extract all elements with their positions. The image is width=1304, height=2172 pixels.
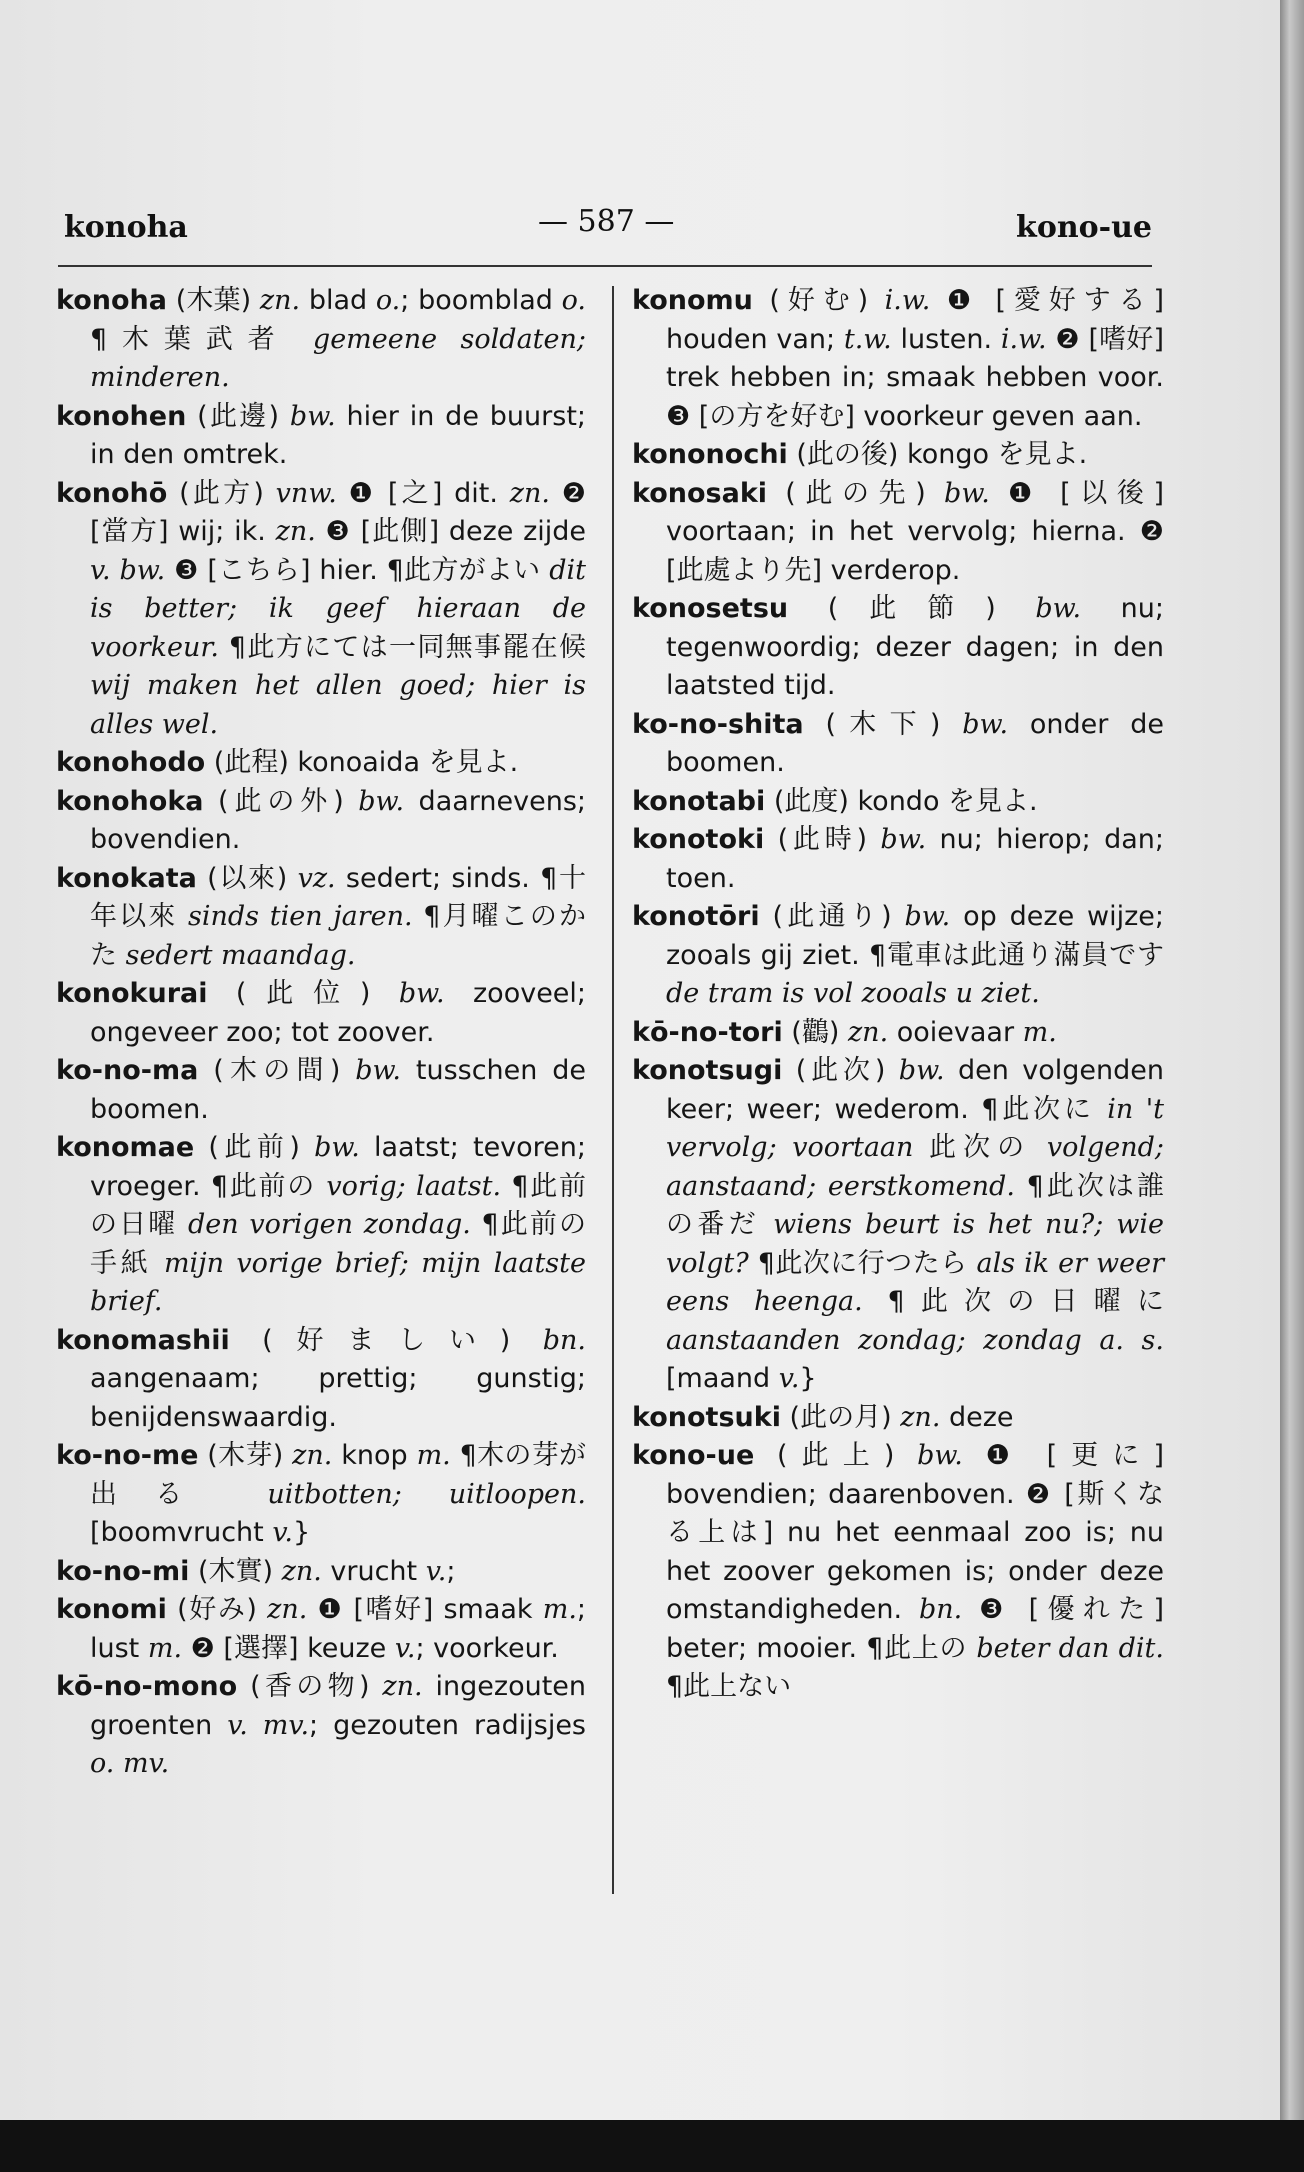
entry-text: laatst; tevoren; vroeger. ¶此前の <box>90 1132 587 1202</box>
dictionary-entry <box>632 282 1164 436</box>
headword: konokata <box>56 862 197 894</box>
entry-text: ; gezouten radijsjes <box>309 1709 587 1741</box>
entry-text: knop <box>332 1440 417 1471</box>
entry-text: (木葉) <box>167 285 260 316</box>
headword: konohodo <box>56 747 206 778</box>
entry-text: ¶此上ない <box>666 1671 792 1702</box>
headword: konotoki <box>632 824 765 855</box>
dictionary-entry <box>56 1553 586 1592</box>
dictionary-entry <box>56 1322 586 1438</box>
italic-text: v. <box>778 1363 800 1394</box>
italic-text: i.w. <box>884 285 931 316</box>
italic-text: gemeene soldaten; minderen. <box>90 323 586 393</box>
entry-text: den volgenden keer; weer; wederom. ¶此次に <box>666 1055 1164 1125</box>
dictionary-entry <box>632 706 1164 783</box>
entry-text: sedert; sinds. ¶十年以來 <box>90 862 587 932</box>
dictionary-entry <box>56 475 586 745</box>
italic-text: o. <box>375 285 401 316</box>
entry-text: } <box>799 1363 817 1394</box>
entry-text: ingezouten groenten <box>90 1671 587 1741</box>
entry-text: tusschen de boomen. <box>90 1055 586 1125</box>
headword: ko-no-ma <box>56 1055 199 1086</box>
dictionary-entry <box>56 1129 586 1322</box>
entry-text: ooievaar <box>888 1016 1023 1048</box>
entry-text: ❸ [こちら] hier. ¶此方がよい <box>165 554 550 586</box>
italic-text: i.w. <box>1000 323 1047 355</box>
headword: konohoka <box>56 785 204 817</box>
italic-text: o. <box>561 285 586 316</box>
italic-text: zn. <box>509 477 550 509</box>
entry-text: ; boomblad <box>400 285 562 316</box>
dictionary-entry <box>632 475 1164 591</box>
entry-text: nu; hierop; dan; toen. <box>666 824 1165 894</box>
entry-text: ; <box>446 1555 456 1587</box>
headword: konomae <box>56 1132 195 1163</box>
dictionary-entry <box>56 860 586 976</box>
entry-text: (此の月) <box>780 1401 901 1433</box>
italic-text: bw. <box>944 477 990 509</box>
entry-text: (此の先) <box>767 477 945 509</box>
entry-text: onder de boomen. <box>666 708 1164 778</box>
page-number: — 587 — <box>538 204 675 239</box>
entry-text: blad <box>300 285 376 316</box>
entry-text: ¶此前の手紙 <box>90 1209 586 1279</box>
dictionary-entry <box>56 1437 586 1553</box>
entry-text: ¶此次に行つたら <box>748 1247 977 1279</box>
italic-text: vnw. <box>275 477 337 509</box>
italic-text: zn. <box>382 1671 423 1702</box>
italic-text: bw. <box>880 824 927 855</box>
entry-text: ❸ [此側] deze zijde <box>315 516 587 547</box>
entry-text: (此節) <box>788 593 1036 624</box>
italic-text: v. <box>272 1517 293 1548</box>
italic-text: zn. <box>259 285 301 316</box>
entry-text: (此前) <box>194 1132 315 1163</box>
entry-text: ❷ [嗜好] trek hebben in; smaak hebben voor. ❸ [の方を好む] voorkeur geven aan. <box>666 323 1164 432</box>
page-edge <box>1280 0 1304 2120</box>
italic-text: volgend; aanstaand; eerstkomend. <box>666 1132 1164 1202</box>
italic-text: zn. <box>900 1401 941 1433</box>
entry-text: deze <box>940 1401 1014 1433</box>
italic-text: sedert maandag. <box>125 939 356 971</box>
dictionary-entry <box>56 1052 586 1129</box>
italic-text: sinds tien jaren. <box>188 901 413 932</box>
entry-text: (木下) <box>803 708 963 740</box>
entry-text: (此位) <box>207 978 399 1009</box>
italic-text: bw. <box>898 1055 945 1086</box>
entry-text: [maand <box>666 1363 779 1394</box>
dictionary-entry <box>56 282 586 398</box>
header-first-entry: konoha <box>64 210 188 245</box>
entry-text: op deze wijze; zooals gij ziet. ¶電車は此通り滿員です <box>666 901 1165 971</box>
headword: ko-no-mi <box>56 1555 190 1587</box>
entry-text: (此の後) kongo を見よ. <box>787 439 1088 470</box>
italic-text: beter dan dit. <box>976 1632 1164 1664</box>
entry-text: [boomvrucht <box>90 1517 273 1548</box>
italic-text: bn. <box>542 1324 586 1356</box>
italic-text: wij maken het allen goed; hier is alles wel. <box>90 670 586 740</box>
entry-text: (此方) <box>167 477 276 509</box>
dictionary-entry <box>632 898 1164 1014</box>
headword: konohen <box>56 400 187 432</box>
headword: kononochi <box>632 439 788 470</box>
italic-text: bw. <box>904 901 951 932</box>
headword: konoha <box>56 285 167 316</box>
italic-text: zn. <box>275 516 316 547</box>
entry-text: ¶木の芽が出る <box>90 1440 587 1510</box>
entry-text: ❷ [當方] wij; ik. <box>90 477 586 547</box>
italic-text: v. bw. <box>90 554 166 586</box>
italic-text: v. mv. <box>227 1709 310 1741</box>
italic-text: v. <box>394 1632 416 1664</box>
entry-text: ¶木葉武者 <box>90 323 313 355</box>
italic-text: in 't vervolg; voortaan <box>666 1093 1164 1163</box>
headword: konotōri <box>632 901 760 932</box>
header-last-entry: kono-ue <box>1016 210 1152 245</box>
headword: konosetsu <box>632 593 789 624</box>
column-divider <box>612 286 614 1894</box>
left-column <box>56 282 586 1784</box>
headword: konohō <box>56 477 168 509</box>
italic-text: mijn vorige brief; mijn laatste brief. <box>90 1247 586 1317</box>
entry-text: (此次) <box>782 1055 899 1086</box>
headword: konosaki <box>632 477 768 509</box>
entry-text: ❶ [之] dit. <box>336 477 510 509</box>
entry-text: zooveel; ongeveer zoo; tot zoover. <box>90 978 587 1048</box>
dictionary-entry <box>632 1014 1164 1053</box>
dictionary-entry <box>56 783 586 860</box>
italic-text: dit is better; ik geef hieraan de voorkeur. <box>90 554 586 663</box>
entry-text: hier in de buurst; in den omtrek. <box>90 400 587 470</box>
entry-text: nu; tegenwoordig; dezer dagen; in den laatsted tijd. <box>666 593 1165 701</box>
italic-text: bw. <box>314 1132 360 1163</box>
entry-text: ; lust <box>90 1594 587 1664</box>
headword: kono-ue <box>632 1440 755 1471</box>
dictionary-entry <box>56 744 586 783</box>
italic-text: bn. <box>919 1594 963 1625</box>
entry-text: ❸ [優れた] beter; mooier. ¶此上の <box>666 1594 1164 1664</box>
italic-text: uitbotten; uitloopen. <box>267 1478 586 1510</box>
entry-text: (此上) <box>754 1440 918 1471</box>
headword: konotsuki <box>632 1401 781 1433</box>
entry-text: (香の物) <box>237 1671 383 1702</box>
italic-text: o. mv. <box>90 1748 170 1779</box>
entry-text: ¶月曜このかた <box>90 901 586 971</box>
italic-text: als ik er weer eens heenga. <box>666 1247 1164 1317</box>
dictionary-entry <box>632 1052 1164 1399</box>
italic-text: bw. <box>398 978 445 1009</box>
entry-text: ¶此次の日曜に <box>862 1286 1164 1317</box>
entry-text: (此度) kondo を見よ. <box>765 785 1038 817</box>
entry-text: ; voorkeur. <box>415 1632 559 1664</box>
headword: ko-no-shita <box>632 708 804 740</box>
italic-text: bw. <box>1035 593 1082 624</box>
right-column <box>632 282 1164 1707</box>
italic-text: zn. <box>281 1555 322 1587</box>
dictionary-entry <box>56 1591 586 1668</box>
entry-text: ❶ [嗜好] smaak <box>307 1594 543 1625</box>
entry-text: (鸛) <box>782 1016 848 1048</box>
entry-text: ¶此次は誰の番だ <box>666 1170 1164 1240</box>
entry-text: (以來) <box>196 862 298 894</box>
italic-text: bw. <box>962 708 1009 740</box>
italic-text: bw. <box>917 1440 963 1471</box>
italic-text: wiens beurt is het nu?; wie volgt? <box>666 1209 1164 1279</box>
entry-text: daarnevens; bovendien. <box>90 785 586 855</box>
header-rule <box>58 265 1152 267</box>
italic-text: m. <box>147 1632 183 1664</box>
entry-text: ¶此前の日曜 <box>90 1170 586 1240</box>
entry-text: (好ましい) <box>229 1324 543 1356</box>
headword: konotsugi <box>632 1055 783 1086</box>
dictionary-entry <box>632 590 1164 706</box>
entry-text: (此の外) <box>203 785 359 817</box>
entry-text: (好む) <box>752 285 885 316</box>
italic-text: m. <box>542 1594 577 1625</box>
entry-text: (此通り) <box>759 901 905 932</box>
headword: konomashii <box>56 1324 230 1356</box>
entry-text: ❶ [以後] voortaan; in het vervolg; hierna. ❷ [此處より先] verderop. <box>666 477 1165 586</box>
headword: konotabi <box>632 785 766 817</box>
italic-text: zn. <box>847 1016 889 1048</box>
italic-text: bw. <box>355 1055 402 1086</box>
entry-text: ❶ [更に] bovendien; daarenboven. ❷ [斯くなる上は] nu het eenmaal zoo is; nu het zoover gekomen is; onder deze omstandigheden. <box>666 1440 1165 1625</box>
entry-text: (此程) konoaida を見よ. <box>205 747 519 778</box>
italic-text: bw. <box>358 785 405 817</box>
entry-text: ❶ [愛好する] houden van; <box>666 285 1165 355</box>
dictionary-entry <box>56 975 586 1052</box>
italic-text: m. <box>416 1440 451 1471</box>
page-header <box>0 196 1280 256</box>
dictionary-entry <box>632 436 1164 475</box>
entry-text: (好み) <box>166 1594 268 1625</box>
headword: konomu <box>632 285 753 316</box>
bottom-shadow <box>0 2120 1304 2172</box>
italic-text: aanstaanden zondag; zondag a. s. <box>666 1324 1164 1356</box>
entry-text: } <box>292 1517 311 1548</box>
headword: konokurai <box>56 978 208 1009</box>
headword: kō-no-mono <box>56 1671 238 1702</box>
dictionary-entry <box>632 1399 1164 1438</box>
italic-text: den vorigen zondag. <box>187 1209 471 1240</box>
dictionary-entry <box>632 783 1164 822</box>
entry-text: (此時) <box>764 824 881 855</box>
italic-text: zn. <box>267 1594 308 1625</box>
entry-text: (木實) <box>189 1555 282 1587</box>
italic-text: t.w. <box>843 323 892 355</box>
italic-text: m. <box>1022 1016 1057 1048</box>
entry-text: ❷ [選擇] keuze <box>182 1632 395 1664</box>
italic-text: bw. <box>289 400 336 432</box>
entry-text: (此邊) <box>186 400 290 432</box>
dictionary-entry <box>56 1668 586 1784</box>
italic-text: vorig; laatst. <box>326 1170 502 1202</box>
headword: konomi <box>56 1594 167 1625</box>
entry-text: (木芽) <box>198 1440 293 1471</box>
italic-text: de tram is vol zooals u ziet. <box>666 978 1040 1009</box>
entry-text: aangenaam; prettig; gunstig; benijdenswaardig. <box>90 1363 586 1433</box>
italic-text: vz. <box>297 862 336 894</box>
entry-text: ¶此方にては一同無事罷在候 <box>218 631 586 663</box>
dictionary-entry <box>632 1437 1164 1707</box>
headword: kō-no-tori <box>632 1016 783 1048</box>
dictionary-entry <box>632 821 1164 898</box>
italic-text: v. <box>425 1555 447 1587</box>
dictionary-entry <box>56 398 586 475</box>
entry-text: vrucht <box>321 1555 426 1587</box>
italic-text: zn. <box>292 1440 333 1471</box>
entry-text: 此次の <box>913 1132 1047 1163</box>
headword: ko-no-me <box>56 1440 199 1471</box>
entry-text: lusten. <box>891 323 1001 355</box>
entry-text: (木の間) <box>198 1055 356 1086</box>
